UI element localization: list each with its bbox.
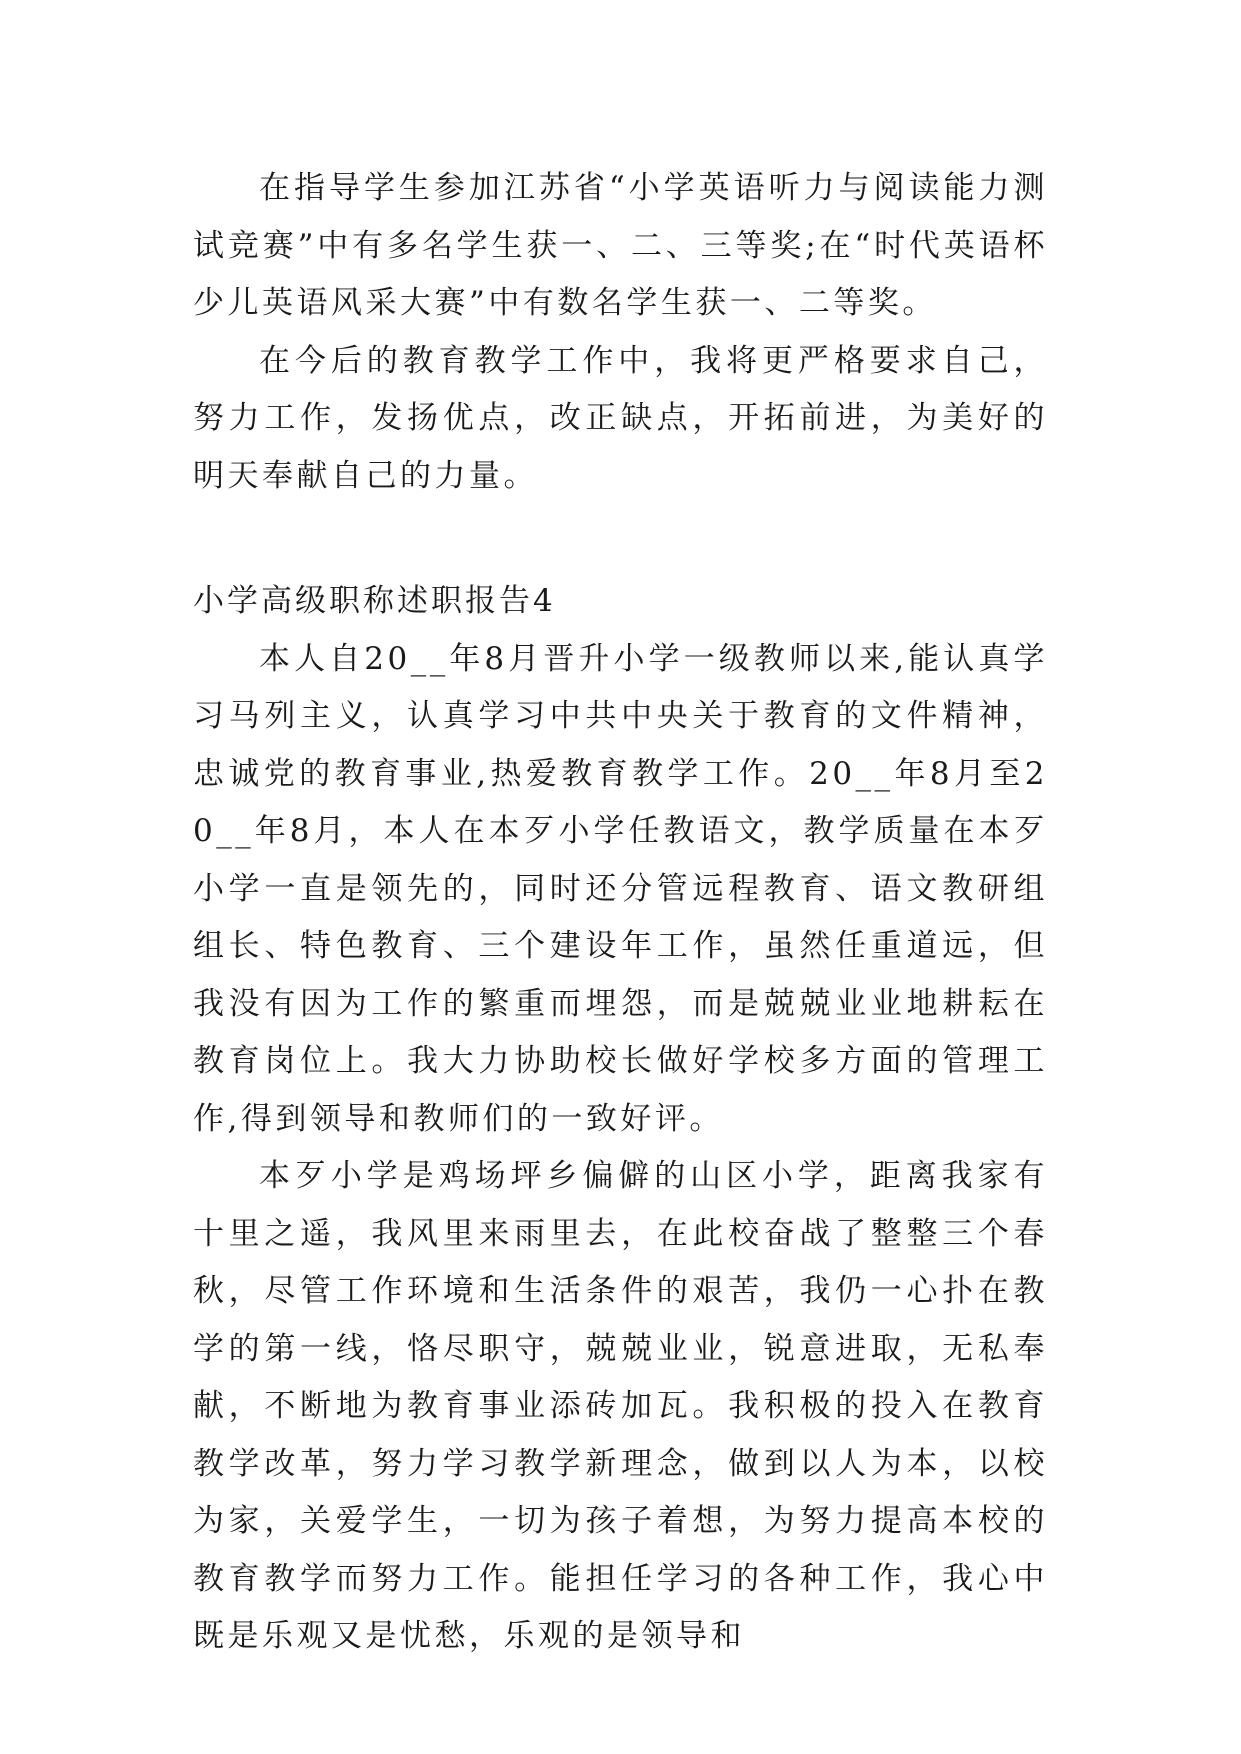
paragraph-awards: 在指导学生参加江苏省“小学英语听力与阅读能力测试竞赛”中有多名学生获一、二、三等奖;在“时代英语杯少儿英语风采大赛”中有数名学生获一、二等奖。	[193, 170, 1048, 321]
paragraph-future-commitment: 在今后的教育教学工作中，我将更严格要求自己，努力工作，发扬优点，改正缺点，开拓前进，为美好的明天奉献自己的力量。	[193, 342, 1048, 494]
section-title: 小学高级职称述职报告4	[193, 583, 556, 619]
paragraph-school-dedication: 本歹小学是鸡场坪乡偏僻的山区小学，距离我家有十里之遥，我风里来雨里去，在此校奋战了整整三个春秋，尽管工作环境和生活条件的艰苦，我仍一心扑在教学的第一线，恪尽职守，兢兢业业，锐意进取，无私奉献，不断地为教育事业添砖加瓦。我积极的投入在教育教学改革，努力学习教学新理念，做到以人为本，以校为家，关爱学生，一切为孩子着想，为努力提高本校的教育教学而努力工作。能担任学习的各种工作，我心中既是乐观又是忧愁，乐观的是领导和	[193, 1158, 1048, 1654]
document-page	[193, 160, 1048, 1666]
paragraph-career-summary: 本人自20__年8月晋升小学一级教师以来,能认真学习马列主义，认真学习中共中央关于教育的文件精神，忠诚党的教育事业,热爱教育教学工作。20__年8月至20__年8月，本人在本歹小学任教语文，教学质量在本歹小学一直是领先的，同时还分管远程教育、语文教研组组长、特色教育、三个建设年工作，虽然任重道远，但我没有因为工作的繁重而埋怨，而是兢兢业业地耕耘在教育岗位上。我大力协助校长做好学校多方面的管理工作,得到领导和教师们的一致好评。	[193, 640, 1048, 1137]
